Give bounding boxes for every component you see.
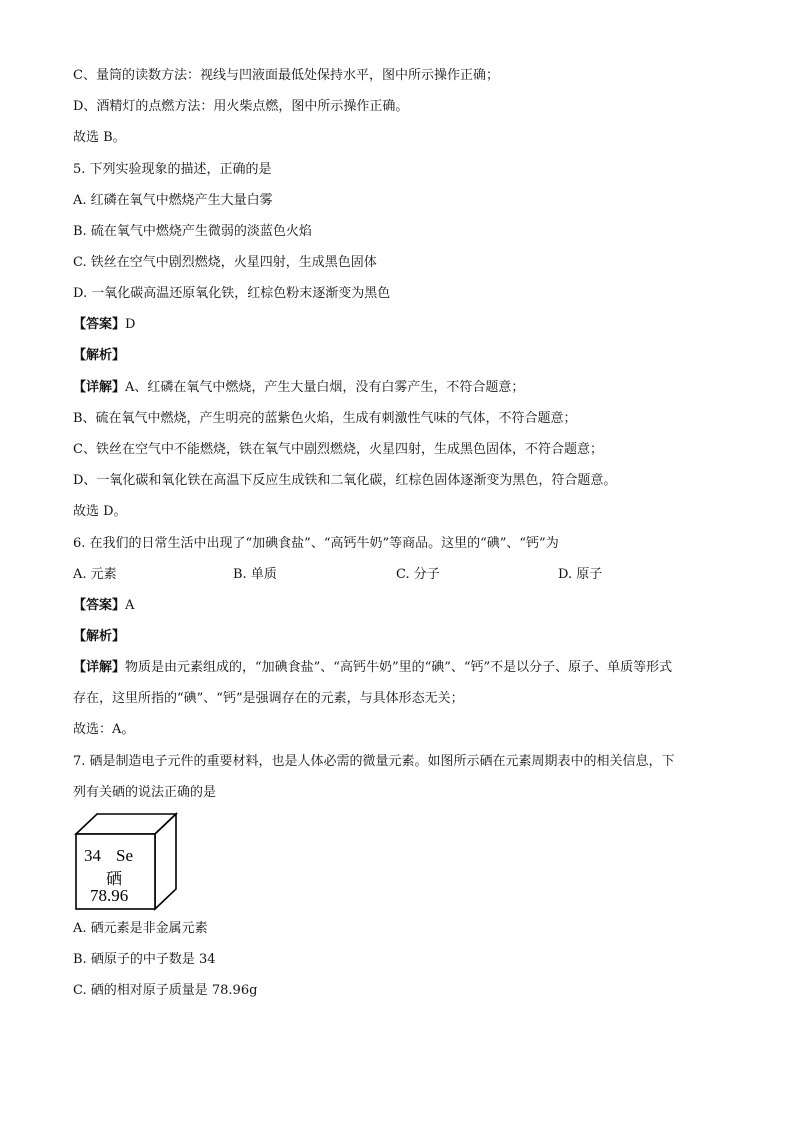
answer-tag: 【答案】 (73, 598, 126, 613)
detail-tag: 【详解】 (73, 380, 126, 395)
question-7-continued: 列有关硒的说法正确的是 (73, 785, 217, 800)
element-symbol: Se (116, 846, 133, 865)
conclusion-line: 故选 D。 (73, 504, 127, 519)
option-a: A. 硒元素是非金属元素 (73, 921, 208, 936)
atomic-mass: 78.96 (90, 886, 129, 905)
option-c: C. 铁丝在空气中剧烈燃烧，火星四射，生成黑色固体 (73, 255, 377, 270)
analysis-tag: 【解析】 (73, 348, 126, 363)
question-6: 6. 在我们的日常生活中出现了“加碘食盐”、“高钙牛奶”等商品。这里的“碘”、“钙”为 (73, 536, 559, 551)
text-line: 故选 B。 (73, 130, 126, 145)
option-c: C. 硒的相对原子质量是 78.96g (73, 983, 258, 998)
detail-line: D、一氧化碳和氧化铁在高温下反应生成铁和二氧化碳，红棕色固体逐渐变为黑色，符合题意。 (73, 473, 617, 488)
detail-tag: 【详解】 (73, 660, 126, 675)
detail-line (73, 379, 524, 397)
text-line: C、量筒的读数方法：视线与凹液面最低处保持水平，图中所示操作正确； (73, 68, 499, 83)
text-line: D、酒精灯的点燃方法：用火柴点燃，图中所示操作正确。 (73, 99, 409, 114)
conclusion-line: 故选：A。 (73, 722, 135, 737)
detail-line: C、铁丝在空气中不能燃烧，铁在氧气中剧烈燃烧，火星四射，生成黑色固体，不符合题意； (73, 442, 603, 457)
answer-line (73, 316, 135, 334)
option-d: D. 一氧化碳高温还原氧化铁，红棕色粉末逐渐变为黑色 (73, 286, 391, 301)
option-b: B. 硫在氧气中燃烧产生微弱的淡蓝色火焰 (73, 224, 312, 239)
option-a: A. 红磷在氧气中燃烧产生大量白雾 (73, 193, 273, 208)
detail-text: 物质是由元素组成的，“加碘食盐”、“高钙牛奶”里的“碘”、“钙”不是以分子、原子、单质等形式 (125, 660, 673, 675)
question-5: 5. 下列实验现象的描述，正确的是 (73, 162, 272, 177)
question-7: 7. 硒是制造电子元件的重要材料，也是人体必需的微量元素。如图所示硒在元素周期表中的相关信息，下 (73, 754, 675, 769)
element-name: 硒 (106, 871, 123, 888)
detail-text: A、红磷在氧气中燃烧，产生大量白烟，没有白雾产生，不符合题意； (125, 380, 525, 395)
option-c: C. 分子 (396, 567, 440, 582)
answer-line (73, 597, 134, 615)
option-d: D. 原子 (558, 567, 603, 582)
option-b: B. 硒原子的中子数是 34 (73, 952, 216, 967)
analysis-tag: 【解析】 (73, 629, 126, 644)
element-cell (74, 812, 178, 912)
answer-value: A (125, 598, 135, 613)
atomic-number: 34 (84, 846, 101, 865)
option-b: B. 单质 (233, 567, 277, 582)
detail-line: B、硫在氧气中燃烧，产生明亮的蓝紫色火焰，生成有刺激性气味的气体，不符合题意； (73, 411, 577, 426)
answer-value: D (125, 317, 136, 332)
answer-tag: 【答案】 (73, 317, 126, 332)
detail-line (73, 659, 672, 677)
detail-line: 存在，这里所指的“碘”、“钙”是强调存在的元素，与具体形态无关； (73, 691, 464, 706)
option-a: A. 元素 (73, 567, 117, 582)
